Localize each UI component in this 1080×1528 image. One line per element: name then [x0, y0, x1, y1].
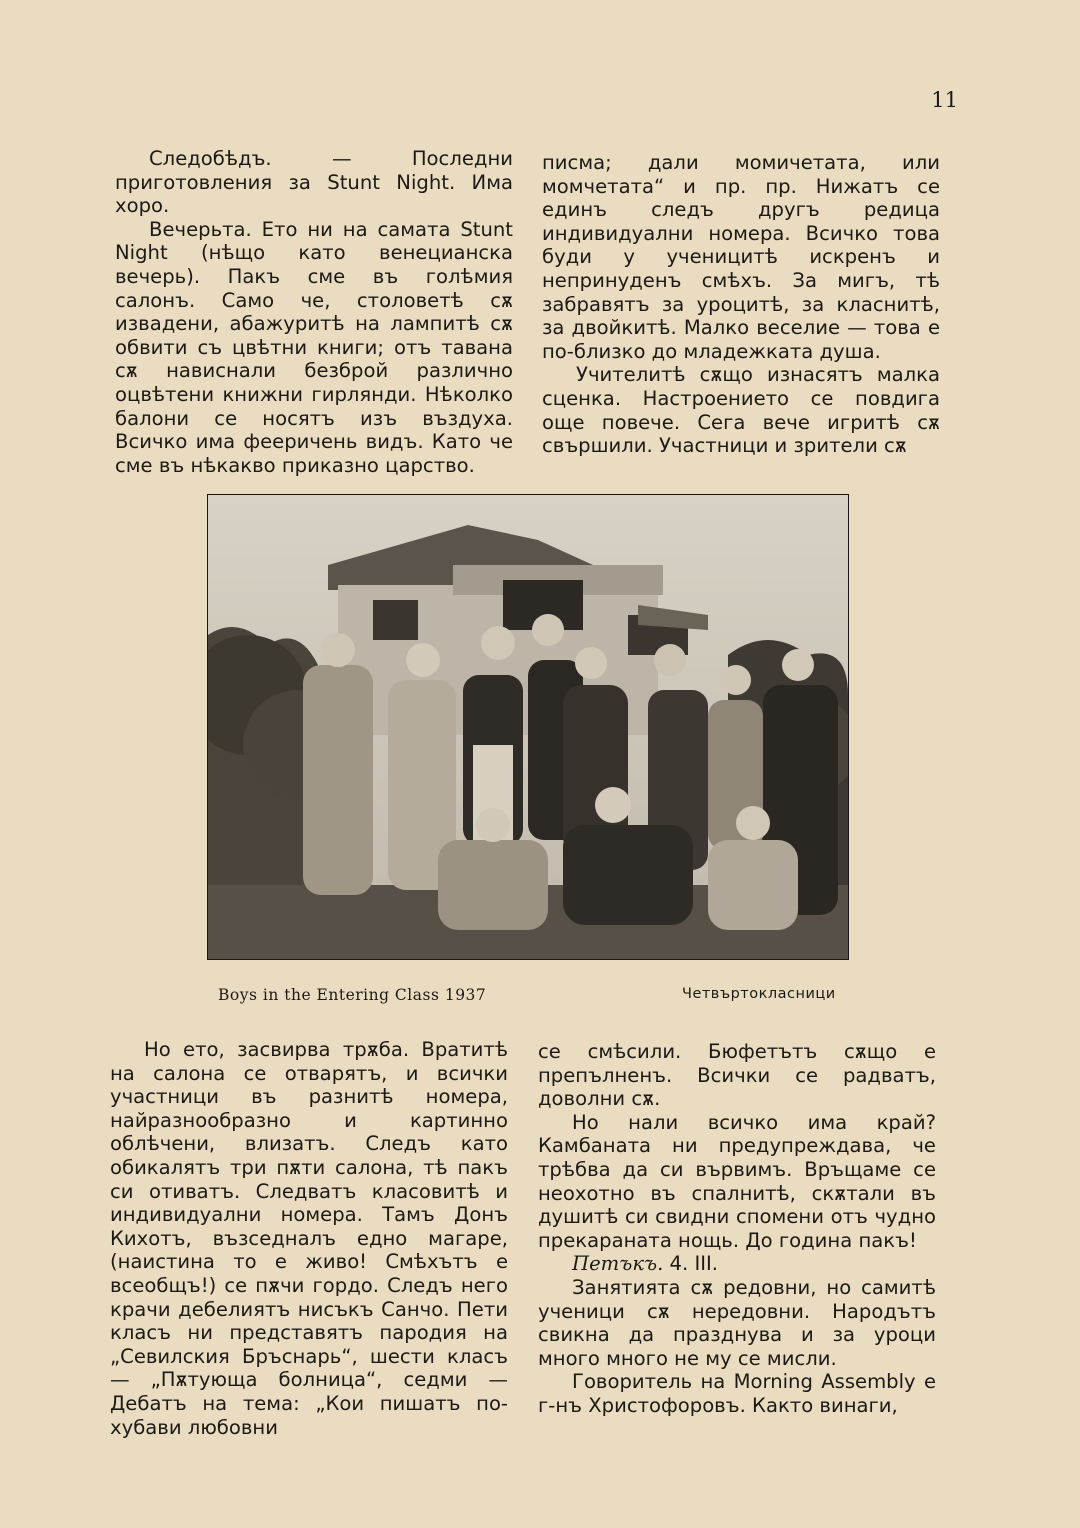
page-number: 11: [931, 88, 958, 112]
paragraph: се смѣсили. Бюфетътъ сѫщо е препълненъ. Всички се радватъ, доволни сѫ.: [538, 1040, 936, 1111]
paragraph: Учителитѣ сѫщо изнасятъ малка сценка. Настроението се повдига още повече. Сега вече игритѣ сѫ свършили. Участници и зрители сѫ: [542, 363, 940, 458]
paragraph: писма; дали момичетата, или момчетата“ и пр. пр. Нижатъ се единъ следъ другъ редица индивидуални номера. Всичко това буди у ученицитѣ искренъ и непринуденъ смѣхъ. За мигъ, тѣ забравятъ за уроцитѣ, за класнитѣ, за двойкитѣ. Малко веселие — това е по-близко до младежката душа.: [542, 151, 940, 363]
text-column-top-left: [115, 147, 513, 477]
text-column-top-right: [542, 151, 940, 458]
paragraph: Вечерьта. Ето ни на самата Stunt Night (нѣщо като венецианска вечерь). Пакъ сме въ голѣмия салонъ. Само че, столоветѣ сѫ извадени, абажуритѣ на лампитѣ сѫ обвити съ цвѣтни книги; отъ тавана сѫ нависнали безброй различно оцвѣтени книжни гирлянди. Нѣколко балони се носятъ изъ въздуха. Всичко има фееричень видъ. Като че сме въ нѣкакво приказно царство.: [115, 217, 513, 477]
date-day: Петъкъ.: [572, 1252, 664, 1276]
photo-caption-english: Boys in the Entering Class 1937: [218, 986, 487, 1004]
text-column-bottom-left: [110, 1038, 508, 1439]
paragraph: Но нали всичко има край? Камбаната ни предупреждава, че трѣбва да си вървимъ. Връщаме се неохотно въ спалнитѣ, скѫтали въ душитѣ си свидни спомени отъ чудно прекараната нощь. До година пакъ!: [538, 1110, 936, 1252]
date-heading: [538, 1252, 936, 1276]
paragraph: Следобѣдъ. — Последни приготовления за Stunt Night. Има хоро.: [115, 147, 513, 218]
date-rest: 4. III.: [663, 1252, 719, 1276]
group-photo-drawing: [208, 495, 848, 959]
paragraph: Говоритель на Morning Assembly е г-нъ Христофоровъ. Както винаги,: [538, 1370, 936, 1417]
group-photo: [207, 494, 849, 960]
paragraph: Занятията сѫ редовни, но самитѣ ученици сѫ нередовни. Народътъ свикна да празднува и за уроци много много не му се мисли.: [538, 1275, 936, 1370]
text-column-bottom-right: [538, 1040, 936, 1418]
paragraph: Но ето, засвирва трѫба. Вратитѣ на салона се отварятъ, и всички участници въ разнитѣ номера, найразнообразно и картинно облѣчени, влизатъ. Следъ като обикалятъ три пѫти салона, тѣ пакъ си отиватъ. Следватъ класовитѣ и индивидуални номера. Тамъ Донъ Кихотъ, възседналъ едно магаре, (наистина то е живо! Смѣхътъ е всеобщъ!) се пѫчи гордо. Следъ него крачи дебелиятъ нисъкъ Санчо. Пети класъ ни представятъ пародия на „Севилския Бръснарь“, шести класъ — „Пѫтующа болница“, седми — Дебатъ на тема: „Кои пишатъ по-хубави любовни: [110, 1038, 508, 1439]
photo-caption-bulgarian: Четвъртокласници: [682, 986, 836, 1002]
